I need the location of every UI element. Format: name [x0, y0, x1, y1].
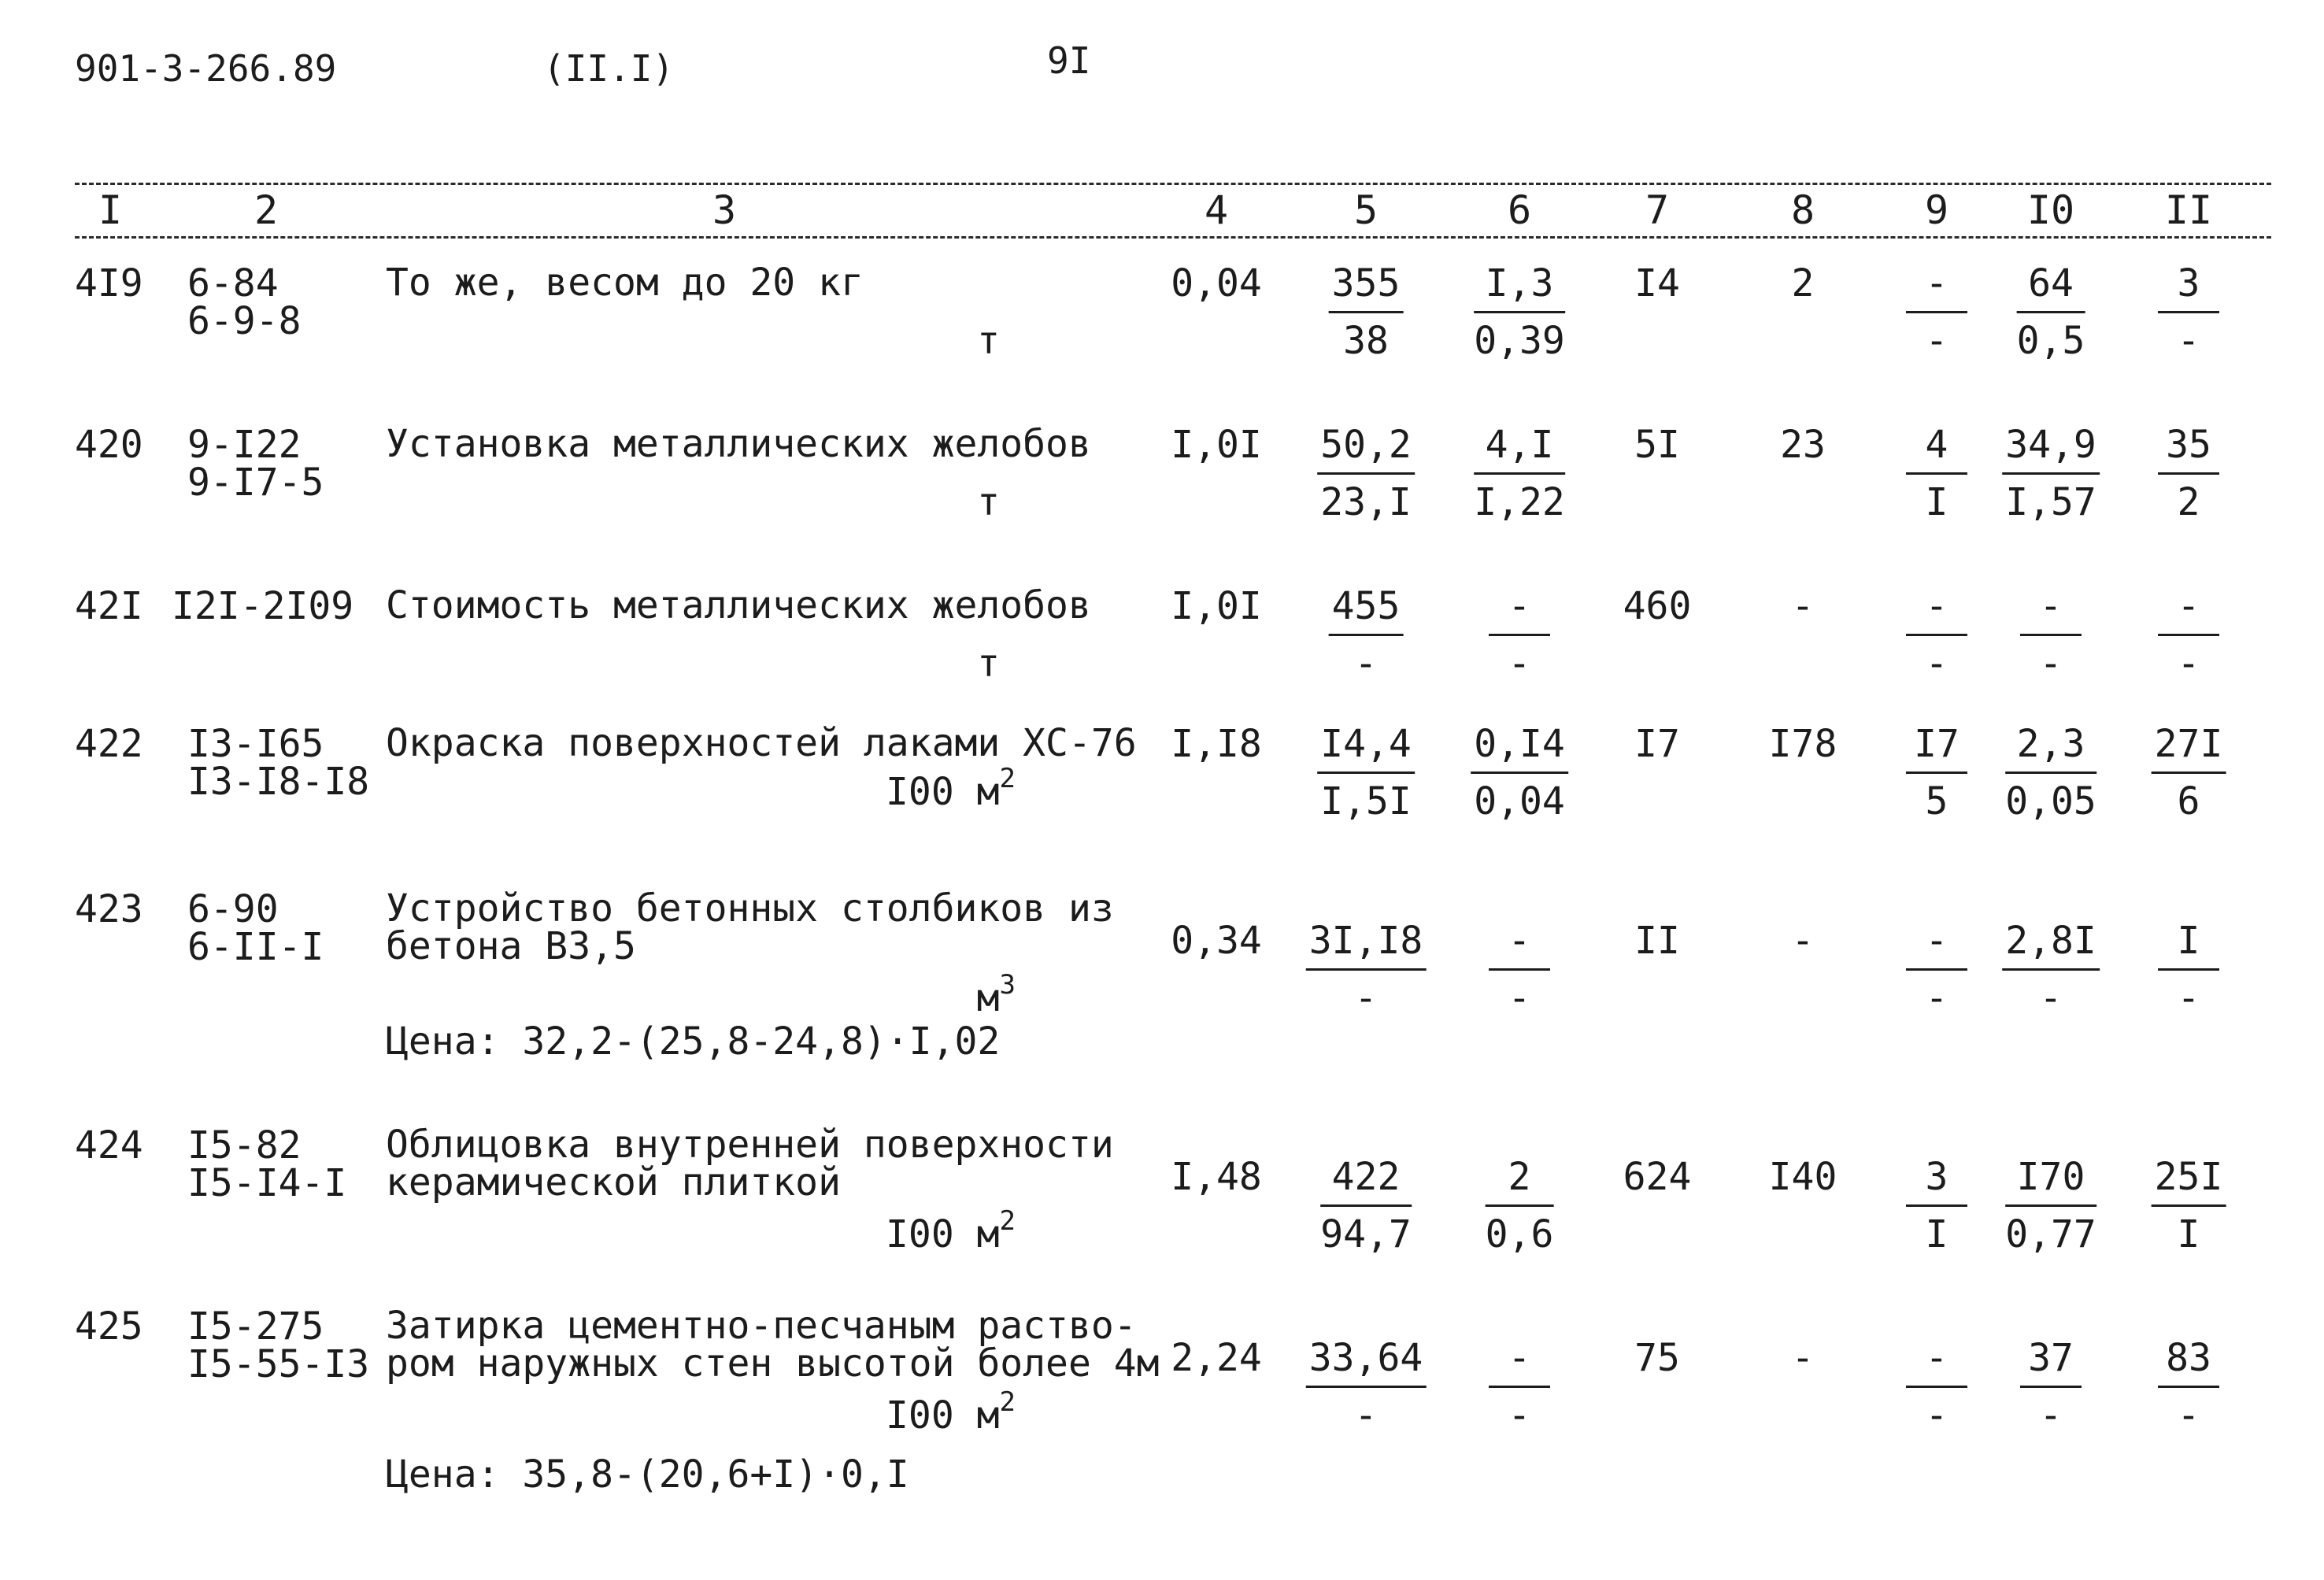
- work-description: Устройство бетонных столбиков из: [386, 886, 1114, 931]
- fraction-bottom: 0,6: [1485, 1212, 1554, 1256]
- fraction-top: 4,I: [1474, 425, 1565, 475]
- fraction-bottom: 2: [2177, 480, 2200, 524]
- norm-code: 9-I22: [187, 423, 302, 467]
- fraction-top: 27I: [2152, 724, 2226, 774]
- fraction-top: 2,8I: [2002, 921, 2100, 971]
- quantity: I,I8: [1171, 722, 1262, 766]
- page-number: 9I: [1047, 39, 1091, 82]
- fraction-bottom: 94,7: [1320, 1212, 1412, 1256]
- fraction-top: -: [1906, 264, 1967, 313]
- fraction-bottom: -: [1925, 1393, 1948, 1438]
- fraction-bottom: 0,04: [1474, 779, 1565, 823]
- value-c8: -: [1791, 919, 1815, 963]
- unit-exponent: 2: [999, 1205, 1016, 1237]
- norm-code: 6-II-I: [187, 925, 324, 969]
- fraction-top: -: [1489, 1338, 1550, 1388]
- fraction-top: 3: [2158, 264, 2219, 313]
- fraction-c5: [1320, 1157, 1412, 1254]
- fraction-top: 422: [1320, 1157, 1412, 1207]
- norm-code: I5-82: [187, 1123, 302, 1167]
- fraction-c11: [2152, 1157, 2226, 1254]
- fraction-bottom: -: [2039, 642, 2063, 686]
- fraction-bottom: I,22: [1474, 480, 1565, 524]
- fraction-bottom: -: [2177, 1393, 2200, 1438]
- fraction-c5: [1306, 1336, 1427, 1438]
- work-description: Стоимость металлических желобов: [386, 583, 1091, 627]
- fraction-top: 35: [2158, 425, 2219, 475]
- fraction-top: 455: [1329, 586, 1404, 636]
- fraction-c5: [1306, 921, 1427, 1018]
- fraction-c9: [1906, 261, 1967, 363]
- fraction-top: 4: [1906, 425, 1967, 475]
- unit-of-measure: [977, 480, 1000, 524]
- fraction-c6: [1474, 261, 1565, 363]
- fraction-bottom: -: [2039, 1393, 2063, 1438]
- fraction-top: I70: [2005, 1157, 2096, 1207]
- fraction-top: 25I: [2152, 1157, 2226, 1207]
- work-description: Затирка цементно-песчаным раство-: [386, 1304, 1137, 1348]
- column-header: 5: [1353, 187, 1378, 233]
- value-c7: I7: [1634, 722, 1680, 766]
- unit-text: I00 м: [886, 770, 1000, 814]
- fraction-c5: [1329, 261, 1404, 363]
- fraction-c11: [2158, 1336, 2219, 1438]
- fraction-c10: [2002, 425, 2100, 522]
- fraction-c9: [1906, 1336, 1967, 1438]
- fraction-c9: [1906, 584, 1967, 686]
- norm-code: I5-275: [187, 1304, 324, 1349]
- fraction-c9: [1906, 425, 1967, 522]
- fraction-c10: [2016, 261, 2085, 363]
- value-c8: 23: [1780, 423, 1826, 467]
- fraction-top: I7: [1906, 724, 1967, 774]
- fraction-top: 37: [2020, 1338, 2082, 1388]
- fraction-bottom: 6: [2177, 779, 2200, 823]
- row-number: 4I9: [75, 261, 143, 305]
- unit-of-measure: [886, 1205, 1016, 1256]
- work-description: То же, весом до 20 кг: [386, 261, 864, 305]
- fraction-bottom: -: [2177, 319, 2200, 363]
- fraction-bottom: I,57: [2005, 480, 2096, 524]
- fraction-bottom: -: [1354, 976, 1378, 1020]
- row-number: 424: [75, 1123, 143, 1167]
- work-description: керамической плиткой: [386, 1160, 841, 1204]
- fraction-top: I: [2158, 921, 2219, 971]
- row-number: 422: [75, 722, 143, 766]
- fraction-bottom: -: [2177, 642, 2200, 686]
- quantity: 0,04: [1171, 261, 1262, 305]
- fraction-top: -: [1906, 586, 1967, 636]
- fraction-c11: [2158, 584, 2219, 686]
- fraction-top: 64: [2017, 264, 2085, 313]
- unit-exponent: 3: [999, 969, 1016, 1001]
- fraction-bottom: -: [1354, 642, 1378, 686]
- fraction-bottom: 0,5: [2016, 319, 2085, 363]
- value-c8: 2: [1791, 261, 1815, 305]
- header-bottom-rule: [75, 236, 2271, 239]
- row-number: 42I: [75, 584, 143, 628]
- fraction-bottom: -: [1925, 976, 1948, 1020]
- column-header: 6: [1507, 187, 1532, 233]
- column-header: 8: [1790, 187, 1815, 233]
- quantity: I,0I: [1171, 423, 1262, 467]
- fraction-bottom: 0,77: [2005, 1212, 2096, 1256]
- fraction-top: 2: [1486, 1157, 1554, 1207]
- fraction-bottom: I: [1925, 1212, 1948, 1256]
- column-header: 2: [253, 187, 279, 233]
- fraction-bottom: -: [2039, 976, 2063, 1020]
- fraction-bottom: I,5I: [1320, 779, 1412, 823]
- norm-code: 9-I7-5: [187, 461, 324, 505]
- unit-of-measure: [977, 319, 1000, 363]
- fraction-c5: [1317, 425, 1415, 522]
- fraction-top: 3: [1906, 1157, 1967, 1207]
- fraction-c10: [2002, 921, 2100, 1018]
- norm-code: I5-I4-I: [187, 1161, 347, 1205]
- fraction-top: 2,3: [2005, 724, 2096, 774]
- fraction-c5: [1329, 584, 1404, 686]
- section-code: (II.I): [543, 47, 675, 90]
- work-description: бетона В3,5: [386, 924, 636, 968]
- value-c7: II: [1634, 919, 1680, 963]
- value-c7: 624: [1623, 1155, 1692, 1199]
- price-formula: Цена: 35,8-(20,6+I)·0,I: [386, 1452, 909, 1497]
- value-c8: -: [1791, 1336, 1815, 1380]
- value-c8: I78: [1768, 722, 1837, 766]
- fraction-bottom: -: [1508, 642, 1531, 686]
- fraction-bottom: I: [1925, 480, 1948, 524]
- unit-text: т: [977, 319, 1000, 363]
- fraction-bottom: -: [1925, 642, 1948, 686]
- row-number: 423: [75, 887, 143, 931]
- norm-code: 6-9-8: [187, 299, 302, 343]
- fraction-bottom: -: [1508, 976, 1531, 1020]
- unit-text: м: [976, 976, 1000, 1020]
- fraction-bottom: 0,39: [1474, 319, 1565, 363]
- fraction-bottom: 23,I: [1320, 480, 1412, 524]
- fraction-top: -: [1906, 1338, 1967, 1388]
- fraction-top: -: [1906, 921, 1967, 971]
- document-code: 901-3-266.89: [75, 47, 337, 90]
- unit-of-measure: [977, 642, 1000, 686]
- value-c8: -: [1791, 584, 1815, 628]
- fraction-top: 3I,I8: [1306, 921, 1427, 971]
- value-c7: 460: [1623, 584, 1692, 628]
- fraction-c6: [1471, 724, 1568, 821]
- norm-code: 6-84: [187, 261, 279, 305]
- column-header: II: [2164, 187, 2213, 233]
- fraction-bottom: -: [1925, 319, 1948, 363]
- fraction-top: -: [2020, 586, 2082, 636]
- value-c7: 5I: [1634, 423, 1680, 467]
- fraction-c11: [2158, 425, 2219, 522]
- quantity: 0,34: [1171, 919, 1262, 963]
- fraction-top: -: [1489, 921, 1550, 971]
- column-header: 9: [1924, 187, 1949, 233]
- fraction-c6: [1489, 921, 1550, 1018]
- fraction-bottom: I: [2177, 1212, 2200, 1256]
- fraction-top: -: [1489, 586, 1550, 636]
- column-header: I: [98, 187, 123, 233]
- fraction-top: 34,9: [2002, 425, 2100, 475]
- fraction-top: -: [2158, 586, 2219, 636]
- fraction-c10: [2020, 584, 2082, 686]
- fraction-c6: [1486, 1157, 1554, 1254]
- fraction-c11: [2158, 921, 2219, 1018]
- fraction-top: 83: [2158, 1338, 2219, 1388]
- fraction-c10: [2005, 1157, 2096, 1254]
- norm-code: 6-90: [187, 887, 279, 931]
- fraction-c5: [1317, 724, 1415, 821]
- unit-text: т: [977, 480, 1000, 524]
- work-description: Облицовка внутренней поверхности: [386, 1123, 1114, 1167]
- column-header: 4: [1204, 187, 1229, 233]
- fraction-bottom: -: [1354, 1393, 1378, 1438]
- unit-of-measure: [886, 1386, 1016, 1438]
- row-number: 420: [75, 423, 143, 467]
- unit-text: I00 м: [886, 1212, 1000, 1256]
- fraction-top: 50,2: [1317, 425, 1415, 475]
- fraction-c9: [1906, 921, 1967, 1018]
- fraction-top: I,3: [1474, 264, 1565, 313]
- fraction-top: 0,I4: [1471, 724, 1568, 774]
- unit-exponent: 2: [999, 1386, 1016, 1418]
- fraction-c11: [2152, 724, 2226, 821]
- norm-code: I3-I8-I8: [187, 760, 370, 804]
- work-description: ром наружных стен высотой более 4м: [386, 1341, 1160, 1386]
- quantity: I,0I: [1171, 584, 1262, 628]
- unit-of-measure: [886, 763, 1016, 814]
- header-top-rule: [75, 183, 2271, 185]
- fraction-c10: [2005, 724, 2096, 821]
- work-description: Установка металлических желобов: [386, 422, 1091, 466]
- fraction-top: 33,64: [1306, 1338, 1427, 1388]
- norm-code: I3-I65: [187, 722, 324, 766]
- price-formula: Цена: 32,2-(25,8-24,8)·I,02: [386, 1019, 1001, 1064]
- fraction-top: 355: [1329, 264, 1404, 313]
- fraction-c6: [1489, 1336, 1550, 1438]
- row-number: 425: [75, 1304, 143, 1349]
- quantity: I,48: [1171, 1155, 1262, 1199]
- value-c7: 75: [1634, 1336, 1680, 1380]
- fraction-c6: [1489, 584, 1550, 686]
- fraction-top: I4,4: [1317, 724, 1415, 774]
- fraction-c9: [1906, 1157, 1967, 1254]
- unit-text: т: [977, 642, 1000, 686]
- column-header: 3: [712, 187, 737, 233]
- quantity: 2,24: [1171, 1336, 1262, 1380]
- norm-code: I2I-2I09: [172, 584, 354, 628]
- unit-of-measure: [976, 969, 1016, 1020]
- fraction-bottom: 38: [1343, 319, 1389, 363]
- value-c8: I40: [1768, 1155, 1837, 1199]
- norm-code: I5-55-I3: [187, 1342, 370, 1386]
- fraction-bottom: 5: [1925, 779, 1948, 823]
- fraction-c6: [1474, 425, 1565, 522]
- fraction-bottom: 0,05: [2005, 779, 2096, 823]
- column-header: 7: [1645, 187, 1670, 233]
- work-description: Окраска поверхностей лаками ХС-76: [386, 721, 1137, 765]
- unit-text: I00 м: [886, 1393, 1000, 1438]
- fraction-c9: [1906, 724, 1967, 821]
- unit-exponent: 2: [999, 763, 1016, 794]
- fraction-c11: [2158, 261, 2219, 363]
- column-header: I0: [2026, 187, 2075, 233]
- fraction-bottom: -: [1508, 1393, 1531, 1438]
- value-c7: I4: [1634, 261, 1680, 305]
- fraction-c10: [2020, 1336, 2082, 1438]
- fraction-bottom: -: [2177, 976, 2200, 1020]
